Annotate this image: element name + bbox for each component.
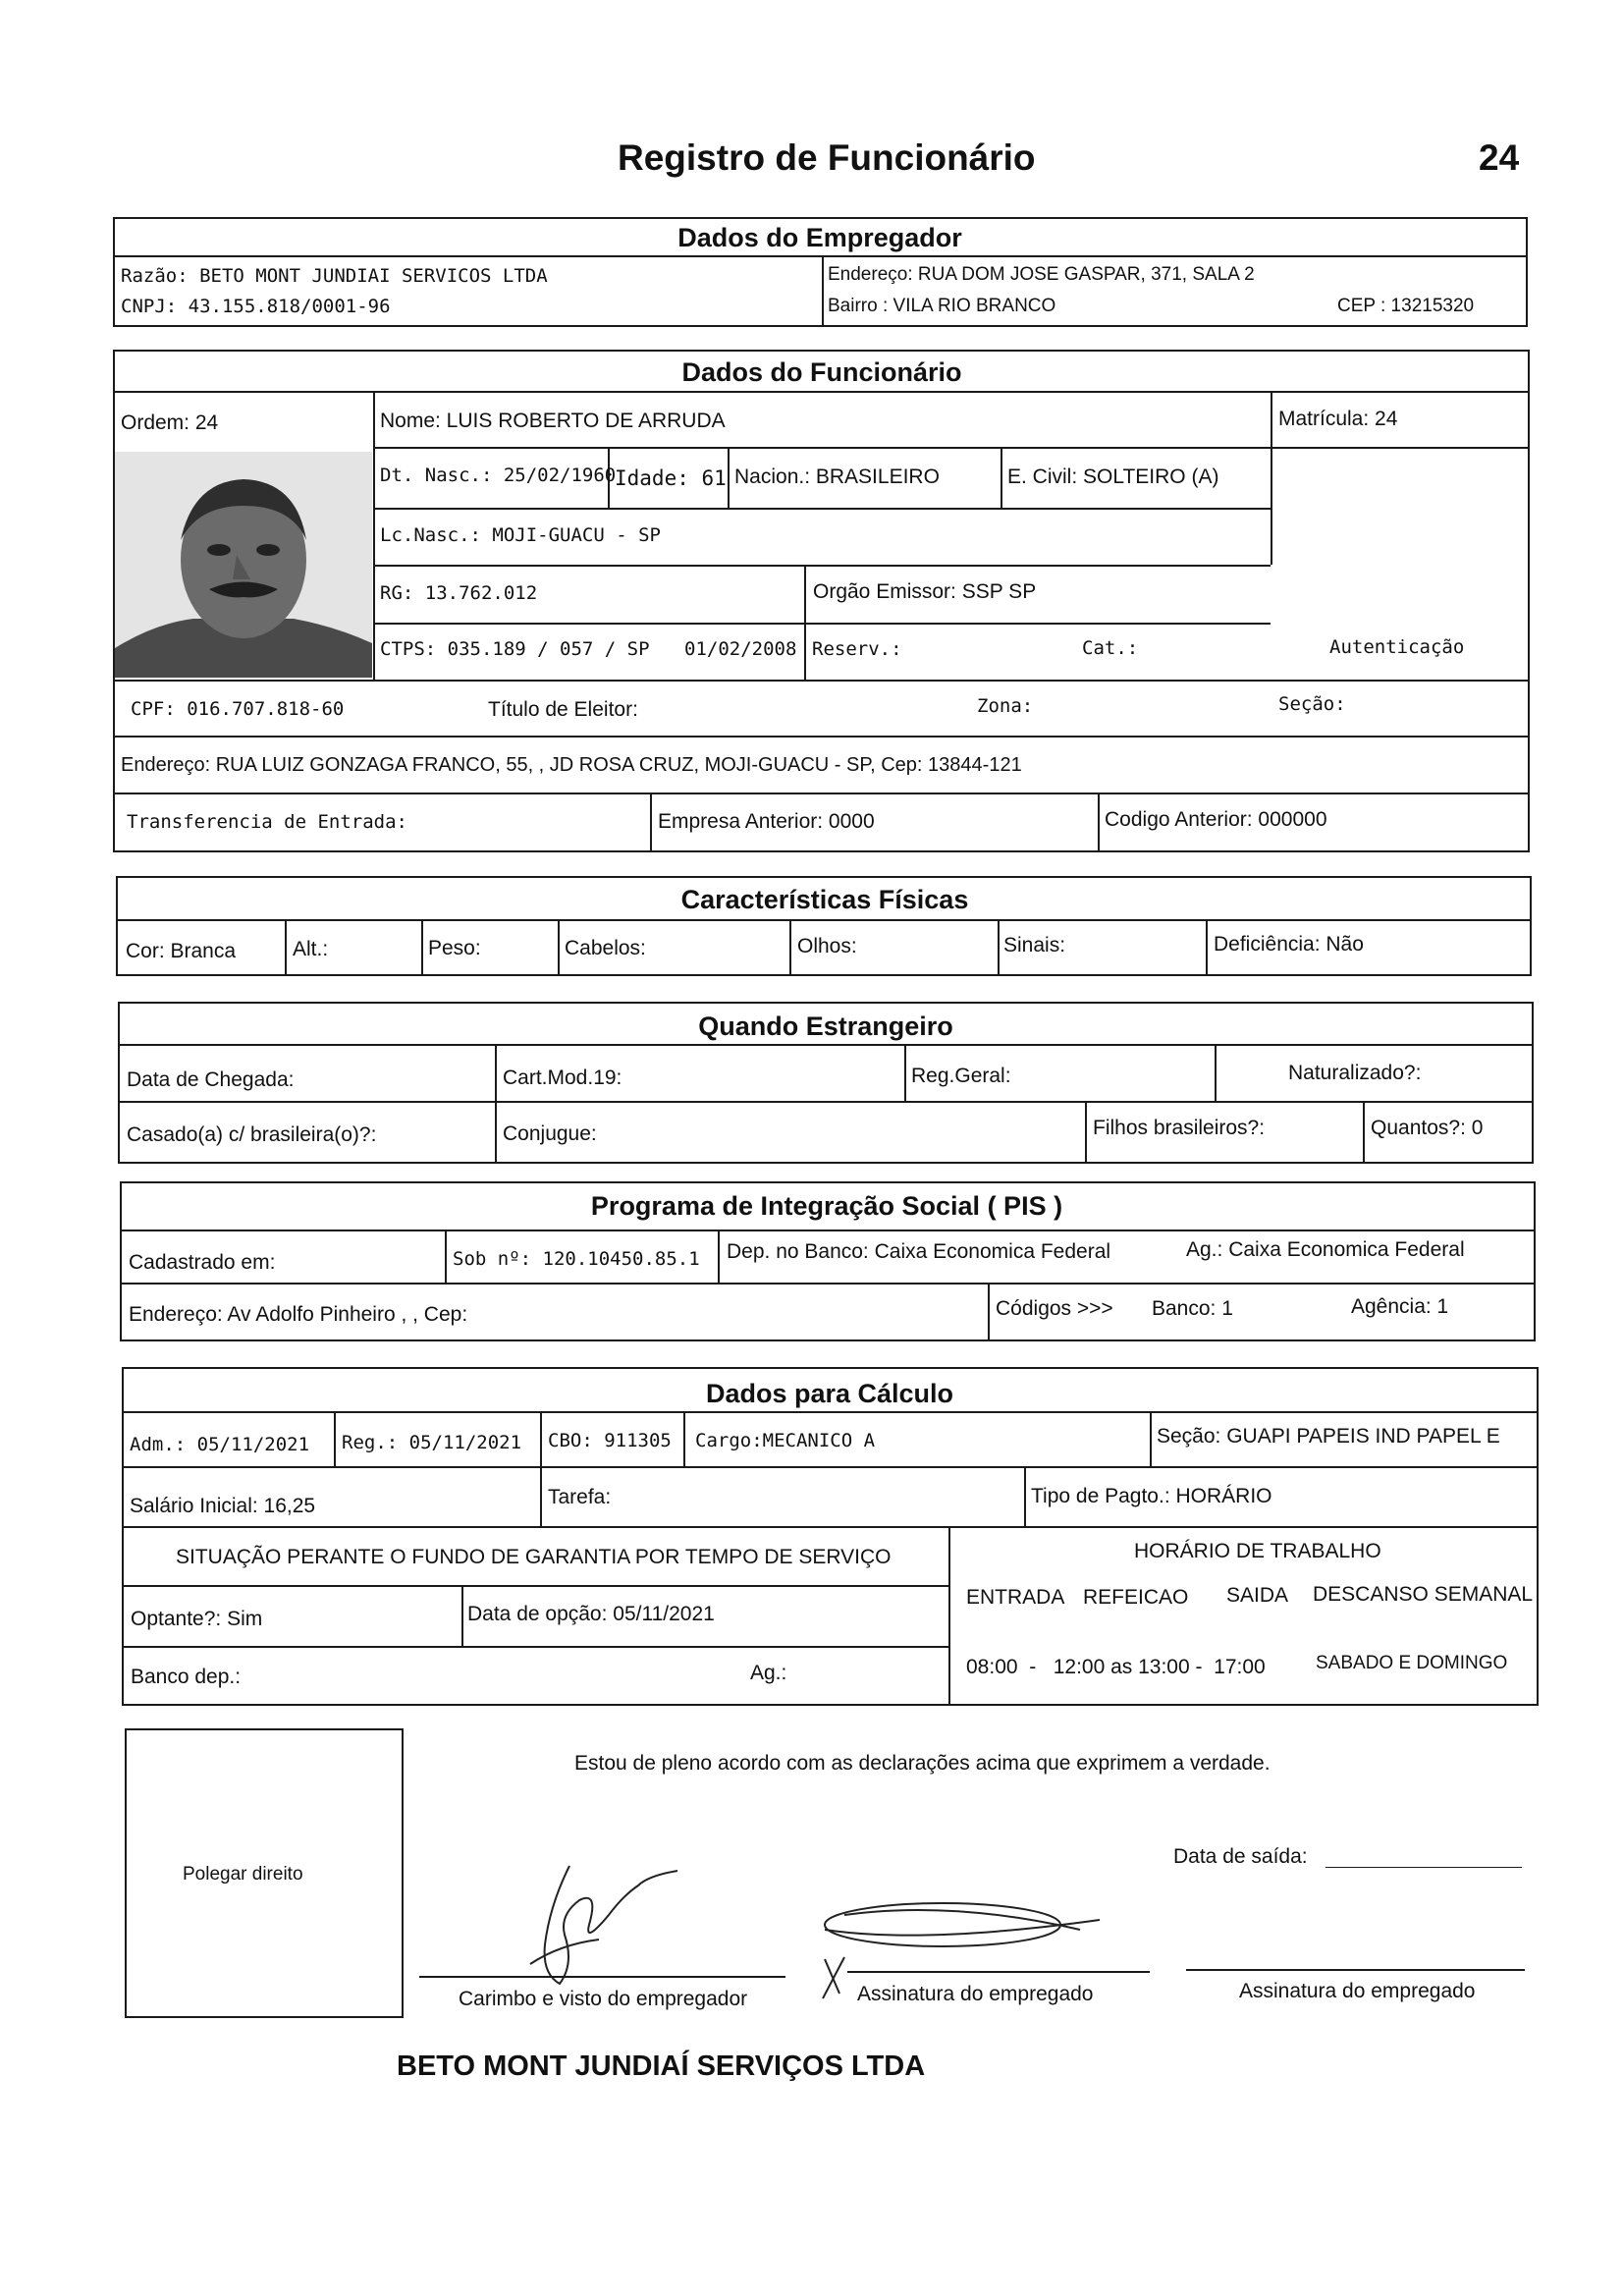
fgts-title: SITUAÇÃO PERANTE O FUNDO DE GARANTIA POR TEMPO DE SERVIÇO [176, 1546, 892, 1568]
tipo-pagamento: Tipo de Pagto.: HORÁRIO [1031, 1485, 1272, 1507]
cbo: CBO: 911305 [548, 1430, 672, 1451]
quantos: Quantos?: 0 [1371, 1117, 1484, 1139]
transferencia-entrada: Transferencia de Entrada: [127, 811, 407, 833]
caracteristicas-title: Características Físicas [680, 885, 969, 914]
empregador-endereco: Endereço: RUA DOM JOSE GASPAR, 371, SALA 2 [828, 264, 1255, 285]
cpf: CPF: 016.707.818-60 [131, 698, 345, 720]
cabelos: Cabelos: [565, 937, 646, 959]
banco-deposito: Banco dep.: [131, 1666, 242, 1688]
refeicao-header: REFEICAO [1083, 1586, 1189, 1609]
autenticacao-label: Autenticação [1329, 636, 1465, 658]
nome: Nome: LUIS ROBERTO DE ARRUDA [380, 410, 726, 432]
assinatura-empregado-1: Assinatura do empregado [857, 1983, 1094, 2005]
saida-header: SAIDA [1226, 1584, 1289, 1607]
codigos: Códigos >>> [996, 1297, 1113, 1320]
empresa-rodape: BETO MONT JUNDIAÍ SERVIÇOS LTDA [397, 2050, 926, 2082]
olhos: Olhos: [797, 935, 857, 957]
empregador-bairro: Bairro : VILA RIO BRANCO [828, 296, 1056, 316]
descanso-semanal: SABADO E DOMINGO [1316, 1653, 1508, 1673]
razao-social: Razão: BETO MONT JUNDIAI SERVICOS LTDA [121, 265, 548, 287]
empregador-title: Dados do Empregador [677, 223, 962, 252]
employee-photo [115, 452, 372, 678]
deficiencia: Deficiência: Não [1214, 933, 1364, 956]
secao-lotacao: Seção: GUAPI PAPEIS IND PAPEL E [1157, 1425, 1500, 1448]
optante: Optante?: Sim [131, 1608, 263, 1630]
ctps-data: 01/02/2008 [684, 638, 797, 660]
agencia-deposito: Ag.: [750, 1662, 787, 1684]
reg-geral: Reg.Geral: [911, 1065, 1011, 1087]
pis-numero: Sob nº: 120.10450.85.1 [453, 1248, 700, 1270]
data-admissao: Adm.: 05/11/2021 [130, 1434, 310, 1455]
secao-eleitoral: Seção: [1278, 693, 1346, 715]
horario-trabalho: 08:00 - 12:00 as 13:00 - 17:00 [966, 1656, 1266, 1678]
matricula: Matrícula: 24 [1278, 408, 1398, 430]
funcionario-title: Dados do Funcionário [681, 357, 962, 387]
pis-endereco: Endereço: Av Adolfo Pinheiro , , Cep: [129, 1303, 468, 1326]
titulo-eleitor: Título de Eleitor: [488, 698, 638, 721]
empresa-anterior: Empresa Anterior: 0000 [658, 810, 875, 833]
zona: Zona: [977, 695, 1034, 717]
calculo-title: Dados para Cálculo [705, 1379, 954, 1408]
data-saida-label: Data de saída: [1173, 1845, 1308, 1868]
dep-banco: Dep. no Banco: Caixa Economica Federal [727, 1240, 1111, 1263]
carimbo-label: Carimbo e visto do empregador [459, 1988, 748, 2010]
peso: Peso: [428, 937, 481, 959]
casado-brasileira: Casado(a) c/ brasileira(o)?: [127, 1123, 377, 1146]
rg: RG: 13.762.012 [380, 582, 538, 604]
categoria: Cat.: [1082, 637, 1139, 659]
tarefa: Tarefa: [548, 1486, 612, 1508]
estrangeiro-title: Quando Estrangeiro [698, 1011, 953, 1041]
funcionario-endereco: Endereço: RUA LUIZ GONZAGA FRANCO, 55, , JD ROSA CRUZ, MOJI-GUACU - SP, Cep: 13844-121 [121, 754, 1022, 776]
page-title: Registro de Funcionário [618, 137, 1036, 178]
ordem: Ordem: 24 [121, 411, 219, 434]
ctps: CTPS: 035.189 / 057 / SP [380, 638, 650, 660]
assinatura-empregado-2: Assinatura do empregado [1239, 1980, 1476, 2002]
cnpj: CNPJ: 43.155.818/0001-96 [121, 296, 391, 317]
cor: Cor: Branca [126, 940, 237, 962]
descanso-header: DESCANSO SEMANAL [1313, 1583, 1534, 1606]
entrada-header: ENTRADA [966, 1586, 1065, 1609]
conjugue: Conjugue: [503, 1122, 597, 1145]
idade: Idade: 61 [615, 466, 727, 490]
estado-civil: E. Civil: SOLTEIRO (A) [1007, 465, 1219, 488]
data-saida-line [1325, 1867, 1522, 1868]
reservista: Reserv.: [812, 638, 902, 660]
employer-signature-icon [491, 1846, 707, 2003]
pis-agencia: Agência: 1 [1351, 1295, 1449, 1318]
carimbo-line [419, 1976, 785, 1978]
cadastrado-em: Cadastrado em: [129, 1251, 276, 1274]
pis-agencia-nome: Ag.: Caixa Economica Federal [1186, 1238, 1465, 1261]
data-chegada: Data de Chegada: [127, 1068, 295, 1091]
nacionalidade: Nacion.: BRASILEIRO [734, 465, 940, 488]
declaracao: Estou de pleno acordo com as declarações acima que exprimem a verdade. [574, 1752, 1271, 1775]
orgao-emissor: Orgão Emissor: SSP SP [813, 580, 1037, 603]
sinais: Sinais: [1003, 934, 1066, 957]
filhos-brasileiros: Filhos brasileiros?: [1093, 1117, 1266, 1139]
pis-title: Programa de Integração Social ( PIS ) [590, 1191, 1063, 1221]
page-number: 24 [1479, 137, 1520, 178]
assinatura1-line [847, 1971, 1150, 1973]
polegar-label: Polegar direito [183, 1864, 303, 1885]
local-nascimento: Lc.Nasc.: MOJI-GUACU - SP [380, 524, 661, 546]
assinatura2-line [1186, 1969, 1525, 1971]
naturalizado: Naturalizado?: [1288, 1062, 1422, 1084]
empregador-cep: CEP : 13215320 [1337, 296, 1475, 316]
data-opcao: Data de opção: 05/11/2021 [467, 1603, 715, 1625]
altura: Alt.: [293, 938, 329, 960]
data-registro: Reg.: 05/11/2021 [342, 1432, 522, 1453]
horario-title: HORÁRIO DE TRABALHO [1134, 1540, 1381, 1562]
data-nascimento: Dt. Nasc.: 25/02/1960 [380, 465, 617, 486]
codigo-anterior: Codigo Anterior: 000000 [1105, 808, 1327, 831]
cart-mod-19: Cart.Mod.19: [503, 1066, 622, 1089]
salario-inicial: Salário Inicial: 16,25 [130, 1495, 316, 1517]
cargo: Cargo:MECANICO A [695, 1430, 876, 1451]
person-photo-icon [115, 452, 372, 678]
pis-banco: Banco: 1 [1152, 1297, 1233, 1320]
